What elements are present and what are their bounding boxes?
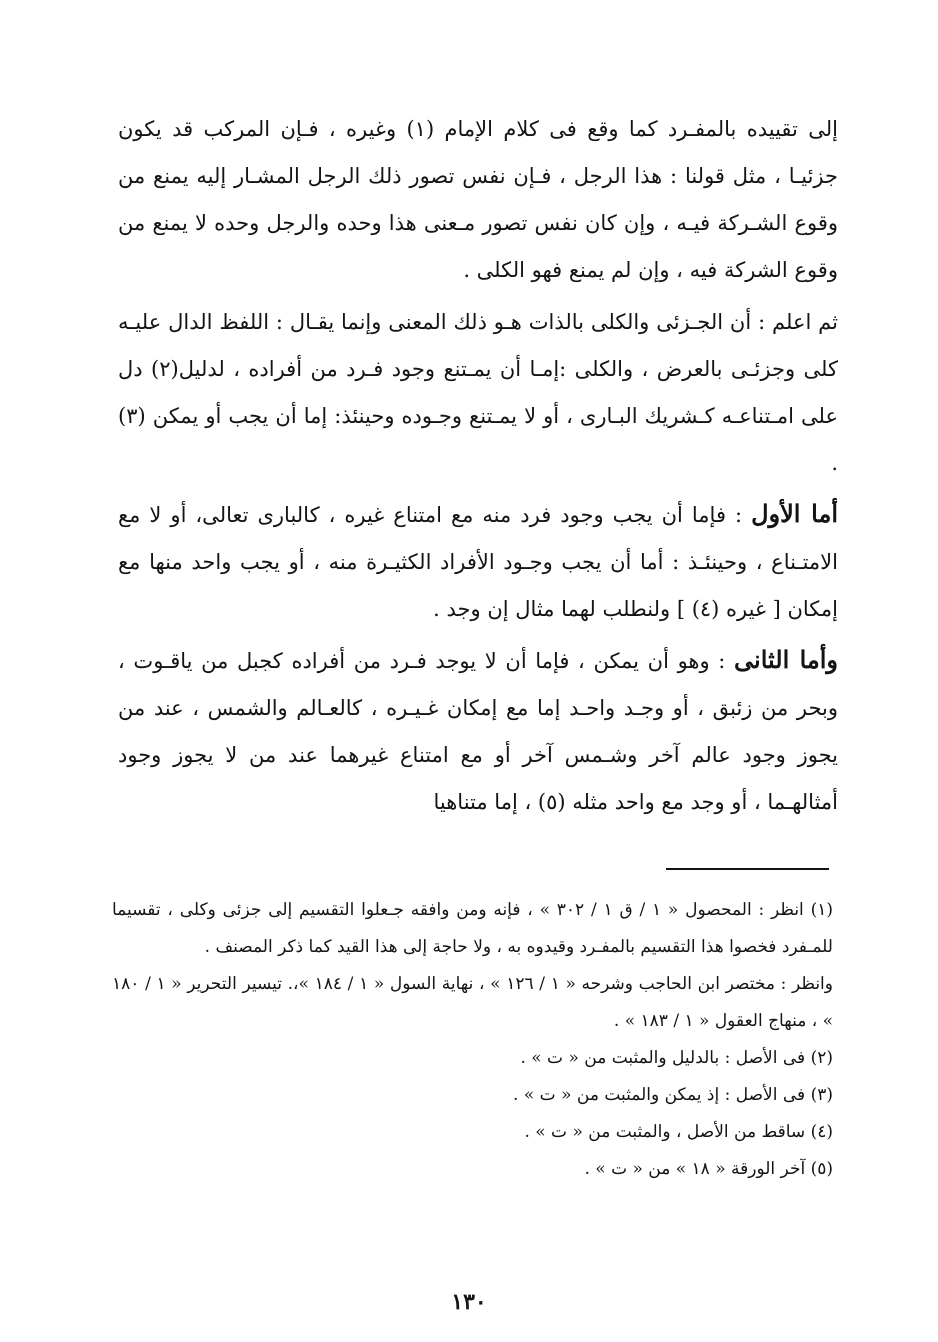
footnote-2: (٢) فى الأصل : بالدليل والمثبت من « ت » .	[520, 1048, 833, 1068]
paragraph-text: إلى تقييده بالمفـرد كما وقع فى كلام الإمام (١) وغيره ، فـإن المركب قد يكون جزئيـا ، مثل قولنا : هذا الرجل ، فـإن نفس تصور ذلك الرجل المشـار إليه يمنع من وقوع الشـركة فيـه ، وإن كان نفس تصور مـعنى هذا وحده والرجل وحده لا يمنع من وقوع الشركة فيه ، وإن لم يمنع فهو الكلى .	[118, 117, 839, 282]
paragraph-3	[118, 490, 838, 633]
paragraph-1	[118, 104, 838, 294]
paragraph-2	[118, 297, 838, 487]
footnote-1-continued: وانظر : مختصر ابن الحاجب وشرحه « ١ / ١٢٦ » ، نهاية السول « ١ / ١٨٤ »،. تيسير التحرير « ١ / ١٨٠ » ، منهاج العقول « ١ / ١٨٣ » .	[112, 974, 833, 1031]
paragraph-text: : وهو أن يمكن ، فإما أن لا يوجد فـرد من أفراده كجبل من ياقـوت ، وبحر من زئبق ، أو وجـد واحـد إما مع إمكان غـيـره ، كالعـالم والشمس ، عند من يجوز وجود عالم آخر وشـمس آخر أو مع امتناع غيرهما عند من لا يجوز وجود أمثالهـما ، أو وجد مع واحد مثله (٥) ، إما متناهيا	[118, 649, 838, 814]
paragraph-4	[118, 636, 838, 826]
footnote-5: (٥) آخر الورقة « ١٨ » من « ت » .	[584, 1159, 833, 1179]
footnote-separator	[666, 868, 829, 870]
paragraph-text: ثم اعلم : أن الجـزئى والكلى بالذات هـو ذلك المعنى وإنما يقـال : اللفظ الدال عليـه كلى وجزئـى بالعرض ، والكلى :إمـا أن يمـتنع وجود فـرد من أفراده ، لدليل(٢) دل على امـتناعـه كـشريك البـارى ، أو لا يمـتنع وجـوده وحينئذ: إما أن يجب أو يمكن (٣) .	[118, 310, 838, 475]
footnote-1: (١) انظر : المحصول « ١ / ق ١ / ٣٠٢ » ، فإنه ومن وافقه جـعلوا التقسيم إلى جزئى وكلى ، تقسيما للمـفرد فخصوا هذا التقسيم بالمفـرد وقيدوه به ، ولا حاجة إلى هذا القيد كما ذكر المصنف .	[112, 900, 833, 957]
main-text	[118, 104, 838, 829]
footnote-3: (٣) فى الأصل : إذ يمكن والمثبت من « ت » .	[513, 1085, 833, 1105]
footnote-4: (٤) ساقط من الأصل ، والمثبت من « ت » .	[524, 1122, 833, 1142]
page-number: ١٣٠	[451, 1289, 487, 1315]
paragraph-lead-heading: وأما الثانى	[734, 645, 839, 674]
paragraph-lead-heading: أما الأول	[751, 499, 838, 528]
footnotes	[112, 892, 833, 1188]
paragraph-text: : فإما أن يجب وجود فرد منه مع امتناع غيره ، كالبارى تعالى، أو لا مع الامتـناع ، وحينئـذ : أما أن يجب وجـود الأفراد الكثيـرة منه ، أو يجب واحد منها مع إمكان [ غيره (٤) ] ولنطلب لهما مثال إن وجد .	[118, 503, 838, 621]
